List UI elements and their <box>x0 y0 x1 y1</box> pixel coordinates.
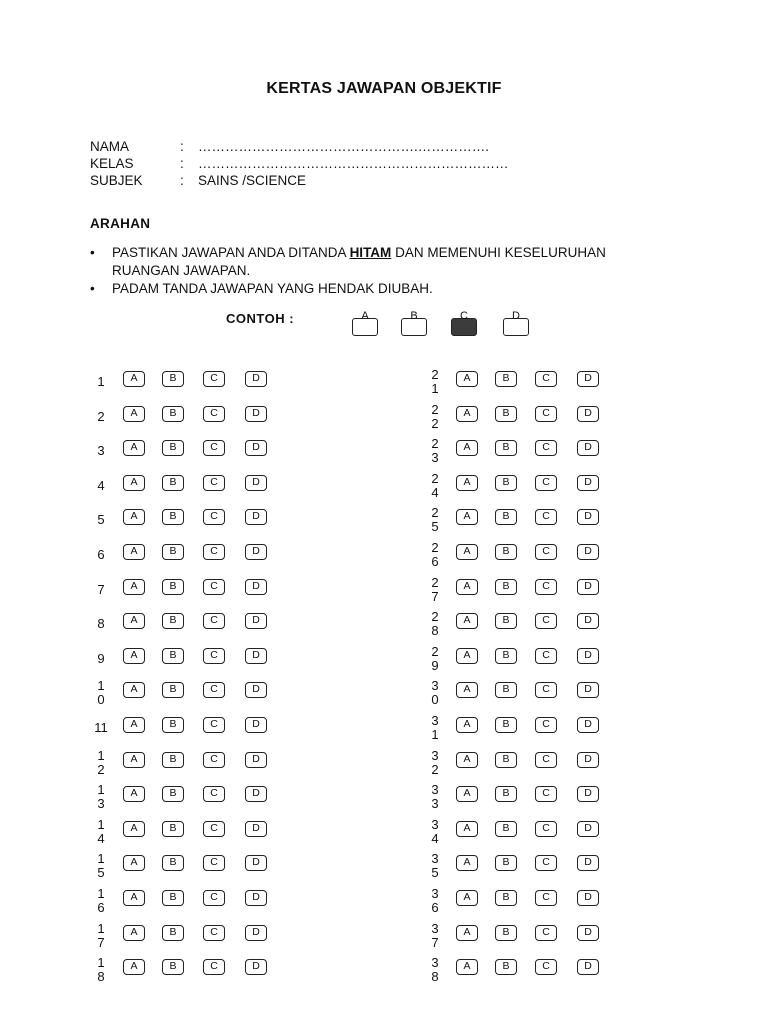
answer-bubble-b[interactable]: B <box>495 613 517 629</box>
question-number: 1 5 <box>97 851 105 881</box>
answer-bubble-b[interactable]: B <box>495 682 517 698</box>
answer-bubble-c[interactable]: C <box>203 371 225 387</box>
answer-bubble-b[interactable]: B <box>495 925 517 941</box>
answer-bubble-b[interactable]: B <box>495 406 517 422</box>
question-number: 1 0 <box>97 678 105 708</box>
question-number: 1 <box>97 374 105 389</box>
answer-bubble-a[interactable]: A <box>123 371 145 387</box>
answer-bubble-c[interactable]: C <box>203 579 225 595</box>
question-number: 3 3 <box>431 782 439 812</box>
answer-bubble-a[interactable]: A <box>123 786 145 802</box>
answer-bubble-c[interactable]: C <box>203 821 225 837</box>
question-number: 3 <box>97 443 105 459</box>
answer-bubble-d[interactable]: D <box>245 959 267 975</box>
answer-bubble-d[interactable]: D <box>245 821 267 837</box>
question-number: 2 9 <box>431 643 439 673</box>
instruction-text: DAN MEMENUHI KESELURUHAN RUANGAN JAWAPAN. <box>112 245 606 278</box>
answer-bubble-b[interactable]: B <box>162 509 184 525</box>
answer-bubble-c[interactable]: C <box>535 440 557 456</box>
example-bubble-a <box>352 310 378 336</box>
name-label: NAMA <box>90 139 130 154</box>
answer-bubble-c[interactable]: C <box>535 579 557 595</box>
answer-bubble-d[interactable]: D <box>577 786 599 802</box>
answer-bubble-a[interactable]: A <box>123 544 145 560</box>
answer-bubble-d[interactable]: D <box>577 544 599 560</box>
answer-bubble-a[interactable]: A <box>456 821 478 837</box>
answer-bubble-d[interactable]: D <box>577 440 599 456</box>
answer-bubble-b[interactable]: B <box>495 440 517 456</box>
answer-bubble-c[interactable]: C <box>203 440 225 456</box>
answer-bubble-b[interactable]: B <box>162 475 184 491</box>
answer-bubble-a[interactable]: A <box>123 717 145 733</box>
question-number: 9 <box>97 650 105 666</box>
answer-bubble-b[interactable]: B <box>162 890 184 906</box>
answer-bubble-c[interactable]: C <box>535 890 557 906</box>
answer-bubble-b[interactable]: B <box>495 544 517 560</box>
question-number: 3 2 <box>431 747 439 777</box>
answer-bubble-d[interactable]: D <box>577 821 599 837</box>
answer-bubble-c[interactable]: C <box>535 717 557 733</box>
answer-bubble-a[interactable]: A <box>123 890 145 906</box>
answer-bubble-a[interactable]: A <box>123 925 145 941</box>
answer-bubble-c[interactable]: C <box>203 855 225 871</box>
instructions-heading: ARAHAN <box>90 216 151 231</box>
answer-bubble-a[interactable]: A <box>456 440 478 456</box>
subject-label: SUBJEK <box>90 173 143 188</box>
answer-bubble-c[interactable]: C <box>203 648 225 664</box>
question-number: 3 0 <box>431 678 439 708</box>
answer-bubble-b[interactable]: B <box>495 855 517 871</box>
answer-bubble-c[interactable]: C <box>535 406 557 422</box>
sheet-title: KERTAS JAWAPAN OBJEKTIF <box>266 80 502 97</box>
answer-bubble-b[interactable]: B <box>162 579 184 595</box>
answer-bubble-a[interactable]: A <box>123 406 145 422</box>
answer-bubble-d[interactable]: D <box>577 717 599 733</box>
answer-bubble-c[interactable]: C <box>535 855 557 871</box>
class-field: …………………………………………………………… <box>198 156 509 171</box>
answer-bubble-a[interactable]: A <box>456 717 478 733</box>
answer-bubble-d[interactable]: D <box>245 613 267 629</box>
answer-bubble-d[interactable]: D <box>577 959 599 975</box>
question-number: 2 4 <box>431 470 439 500</box>
subject-row <box>90 172 509 189</box>
answer-bubble-a[interactable]: A <box>456 406 478 422</box>
answer-bubble-c[interactable]: C <box>203 786 225 802</box>
answer-bubble-d[interactable]: D <box>577 475 599 491</box>
answer-bubble-a[interactable]: A <box>456 752 478 768</box>
class-label: KELAS <box>90 156 134 171</box>
answer-bubble-c[interactable]: C <box>535 786 557 802</box>
answer-bubble-b[interactable]: B <box>162 648 184 664</box>
answer-bubble-a[interactable]: A <box>456 509 478 525</box>
answer-bubble-a[interactable]: A <box>123 509 145 525</box>
answer-bubble-c[interactable]: C <box>203 544 225 560</box>
class-row <box>90 155 509 172</box>
answer-bubble-b[interactable]: B <box>495 752 517 768</box>
subject-colon: : <box>180 173 184 188</box>
question-number: 2 1 <box>431 367 439 396</box>
question-number: 5 <box>97 512 105 528</box>
instruction-item <box>90 280 650 298</box>
answer-bubble-c[interactable]: C <box>203 752 225 768</box>
example-bubble-b <box>401 310 427 336</box>
answer-bubble-c[interactable]: C <box>535 682 557 698</box>
answer-bubble-b[interactable]: B <box>162 855 184 871</box>
answer-bubble-b[interactable]: B <box>495 648 517 664</box>
question-number: 3 5 <box>431 851 439 881</box>
answer-bubble-a[interactable]: A <box>123 821 145 837</box>
answer-bubble-a[interactable]: A <box>456 786 478 802</box>
answer-bubble-b[interactable]: B <box>162 544 184 560</box>
answer-bubble-d[interactable]: D <box>577 509 599 525</box>
answer-bubble-c[interactable]: C <box>203 509 225 525</box>
question-number: 1 3 <box>97 782 105 812</box>
example-letter: A <box>361 310 369 322</box>
answer-bubble-d[interactable]: D <box>245 786 267 802</box>
example-bubble-d <box>503 310 529 336</box>
answer-bubble-b[interactable]: B <box>495 890 517 906</box>
answer-bubble-d[interactable]: D <box>245 509 267 525</box>
answer-bubble-c[interactable]: C <box>203 717 225 733</box>
answer-bubble-d[interactable]: D <box>245 890 267 906</box>
answer-bubble-b[interactable]: B <box>162 613 184 629</box>
answer-bubble-b[interactable]: B <box>162 925 184 941</box>
answer-bubble-b[interactable]: B <box>162 682 184 698</box>
answer-bubble-b[interactable]: B <box>495 475 517 491</box>
question-number: 3 8 <box>431 955 439 985</box>
answer-bubble-c[interactable]: C <box>203 406 225 422</box>
question-number: 3 7 <box>431 920 439 950</box>
question-number: 3 1 <box>431 713 439 742</box>
answer-bubble-d[interactable]: D <box>245 544 267 560</box>
answer-bubble-c[interactable]: C <box>535 925 557 941</box>
answer-bubble-d[interactable]: D <box>577 682 599 698</box>
question-number: 3 4 <box>431 816 439 846</box>
answer-bubble-d[interactable]: D <box>577 371 599 387</box>
answer-bubble-d[interactable]: D <box>245 925 267 941</box>
answer-bubble-a[interactable]: A <box>456 371 478 387</box>
instructions-list <box>90 244 650 298</box>
question-number: 2 2 <box>431 401 439 431</box>
question-number: 4 <box>97 477 105 493</box>
question-number: 3 6 <box>431 886 439 915</box>
answer-bubble-c[interactable]: C <box>203 890 225 906</box>
name-field: ………………………………………….……………. <box>198 139 490 154</box>
answer-bubble-b[interactable]: B <box>162 786 184 802</box>
answer-bubble-a[interactable]: A <box>123 613 145 629</box>
class-colon: : <box>180 156 184 171</box>
answer-bubble-c[interactable]: C <box>203 682 225 698</box>
answer-bubble-d[interactable]: D <box>245 648 267 664</box>
answer-bubble-a[interactable]: A <box>456 959 478 975</box>
instruction-highlight: HITAM <box>349 245 392 260</box>
answer-bubble-d[interactable]: D <box>577 752 599 768</box>
answer-bubble-c[interactable]: C <box>535 509 557 525</box>
bullet-icon: • <box>90 281 95 296</box>
answer-bubble-a[interactable]: A <box>456 855 478 871</box>
answer-bubble-d[interactable]: D <box>577 855 599 871</box>
answer-bubble-a[interactable]: A <box>456 579 478 595</box>
answer-bubble-c[interactable]: C <box>535 959 557 975</box>
question-number: 2 <box>97 408 105 424</box>
question-number: 1 2 <box>97 747 105 777</box>
answer-bubble-a[interactable]: A <box>456 613 478 629</box>
answer-bubble-b[interactable]: B <box>162 821 184 837</box>
answer-bubble-d[interactable]: D <box>577 648 599 664</box>
name-row <box>90 138 509 155</box>
answer-bubble-c[interactable]: C <box>203 475 225 491</box>
answer-bubble-b[interactable]: B <box>162 371 184 387</box>
answer-bubble-d[interactable]: D <box>577 925 599 941</box>
question-number: 7 <box>97 581 105 597</box>
answer-bubble-d[interactable]: D <box>577 579 599 595</box>
instruction-text: PASTIKAN JAWAPAN ANDA DITANDA <box>112 245 350 260</box>
answer-bubble-a[interactable]: A <box>456 544 478 560</box>
answer-bubble-d[interactable]: D <box>577 406 599 422</box>
example-letter: C <box>460 310 468 322</box>
answer-bubble-b[interactable]: B <box>495 959 517 975</box>
question-number: 1 7 <box>97 920 105 950</box>
question-number: 8 <box>97 616 105 632</box>
answer-bubble-a[interactable]: A <box>456 475 478 491</box>
answer-bubble-c[interactable]: C <box>535 648 557 664</box>
answer-bubble-b[interactable]: B <box>162 717 184 733</box>
answer-bubble-b[interactable]: B <box>162 440 184 456</box>
answer-bubble-a[interactable]: A <box>123 682 145 698</box>
answer-bubble-b[interactable]: B <box>495 717 517 733</box>
answer-bubble-d[interactable]: D <box>245 752 267 768</box>
example-label: CONTOH : <box>226 311 295 326</box>
question-number: 1 8 <box>97 955 105 985</box>
answer-bubble-c[interactable]: C <box>535 613 557 629</box>
answer-bubble-a[interactable]: A <box>456 890 478 906</box>
answer-bubble-a[interactable]: A <box>123 855 145 871</box>
answer-bubble-a[interactable]: A <box>123 959 145 975</box>
answer-bubble-a[interactable]: A <box>123 579 145 595</box>
question-number: 2 6 <box>431 540 439 569</box>
answer-bubble-d[interactable]: D <box>245 371 267 387</box>
question-number: 2 5 <box>431 505 439 535</box>
answer-bubble-d[interactable]: D <box>245 475 267 491</box>
answer-bubble-c[interactable]: C <box>203 613 225 629</box>
answer-bubble-b[interactable]: B <box>495 509 517 525</box>
answer-bubble-d[interactable]: D <box>245 682 267 698</box>
question-number: 11 <box>94 720 108 735</box>
answer-bubble-c[interactable]: C <box>535 752 557 768</box>
question-number: 1 4 <box>97 816 105 846</box>
example-letter: D <box>512 310 520 322</box>
answer-bubble-a[interactable]: A <box>123 475 145 491</box>
question-number: 1 6 <box>97 886 105 915</box>
answer-bubble-c[interactable]: C <box>535 821 557 837</box>
answer-bubble-d[interactable]: D <box>245 717 267 733</box>
bullet-icon: • <box>90 245 95 260</box>
instruction-text: PADAM TANDA JAWAPAN YANG HENDAK DIUBAH. <box>112 281 433 296</box>
answer-bubble-d[interactable]: D <box>577 890 599 906</box>
answer-bubble-c[interactable]: C <box>535 371 557 387</box>
example-bubble-c <box>451 310 477 336</box>
answer-bubble-b[interactable]: B <box>162 406 184 422</box>
answer-bubble-b[interactable]: B <box>495 371 517 387</box>
answer-bubble-d[interactable]: D <box>245 855 267 871</box>
instruction-item <box>90 244 650 280</box>
answer-bubble-a[interactable]: A <box>123 648 145 664</box>
answer-bubble-d[interactable]: D <box>245 440 267 456</box>
subject-value: SAINS /SCIENCE <box>198 173 307 188</box>
answer-bubble-b[interactable]: B <box>495 786 517 802</box>
answer-bubble-d[interactable]: D <box>577 613 599 629</box>
answer-bubble-c[interactable]: C <box>203 925 225 941</box>
name-colon: : <box>180 139 184 154</box>
answer-bubble-c[interactable]: C <box>203 959 225 975</box>
answer-bubble-b[interactable]: B <box>162 959 184 975</box>
answer-bubble-b[interactable]: B <box>495 579 517 595</box>
answer-bubble-b[interactable]: B <box>495 821 517 837</box>
answer-bubble-a[interactable]: A <box>456 925 478 941</box>
answer-bubble-d[interactable]: D <box>245 579 267 595</box>
question-number: 6 <box>97 547 105 562</box>
answer-bubble-b[interactable]: B <box>162 752 184 768</box>
answer-bubble-a[interactable]: A <box>123 752 145 768</box>
answer-bubble-d[interactable]: D <box>245 406 267 422</box>
answer-bubble-c[interactable]: C <box>535 544 557 560</box>
question-number: 2 3 <box>431 436 439 466</box>
example-letter: B <box>410 310 418 322</box>
answer-bubble-a[interactable]: A <box>456 648 478 664</box>
answer-bubble-a[interactable]: A <box>456 682 478 698</box>
student-info <box>90 138 509 189</box>
answer-bubble-c[interactable]: C <box>535 475 557 491</box>
answer-bubble-a[interactable]: A <box>123 440 145 456</box>
question-number: 2 7 <box>431 574 439 604</box>
question-number: 2 8 <box>431 609 439 639</box>
